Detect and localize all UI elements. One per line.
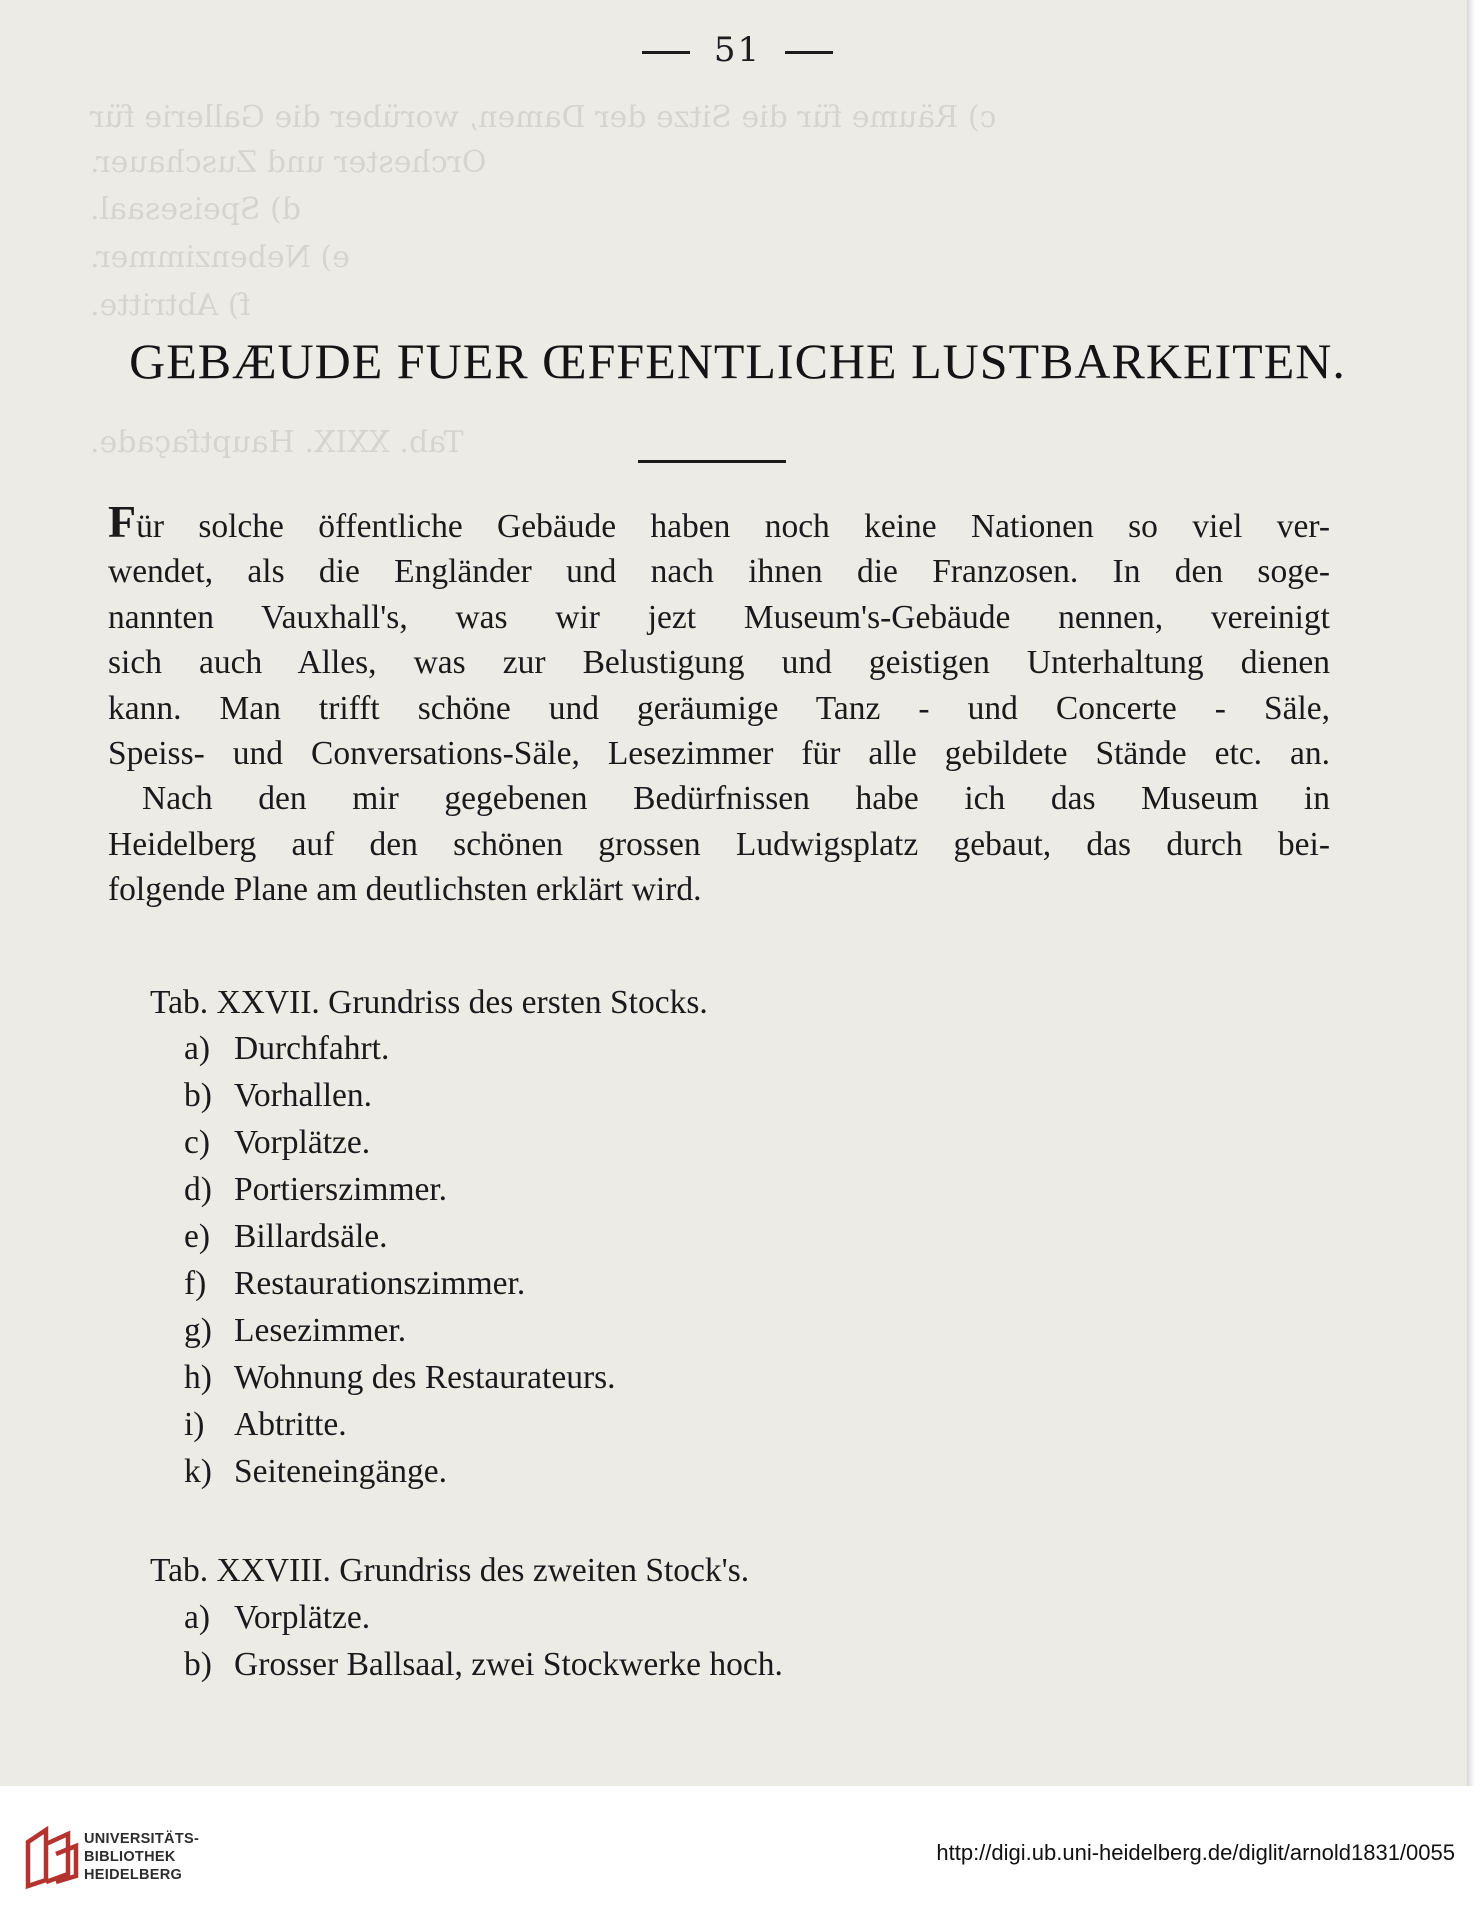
list-marker: a) [184,1030,211,1067]
list-item-text: Abtritte. [234,1406,347,1443]
paragraph-line: Heidelberg auf den schönen grossen Ludwigsplatz gebaut, das durch bei- [108,825,1330,863]
library-name-line: UNIVERSITÄTS- [84,1831,200,1847]
list-item [184,1265,525,1303]
list-marker: i) [184,1406,205,1443]
list-item [184,1030,389,1068]
list-item-text: Vorhallen. [234,1077,373,1114]
page-number-value: 51 [713,30,762,70]
list-item-text: Grosser Ballsaal, zwei Stockwerke hoch. [234,1646,783,1683]
list-item [184,1453,447,1491]
page-number [0,30,1475,70]
tab27-title: Tab. XXVII. Grundriss des ersten Stocks. [150,984,708,1021]
heading-rule [638,460,786,463]
list-item-text: Vorplätze. [234,1599,371,1636]
list-item-text: Seiteneingänge. [234,1453,448,1490]
bleed-through-text: Tab. XXIX. Hauptfaçade. [90,425,464,460]
list-marker: b) [184,1077,212,1114]
list-marker: g) [184,1312,212,1349]
tab28-title: Tab. XXVIII. Grundriss des zweiten Stock's. [150,1552,750,1589]
library-name-line: BIBLIOTHEK [84,1849,176,1865]
list-item [184,1171,447,1209]
list-item [184,1406,347,1444]
list-item [184,1077,372,1115]
drop-initial: F [108,496,137,547]
library-name [84,1830,199,1884]
bleed-through-text: Orchester und Zuschauer. [90,145,487,180]
paragraph-line: Nach den mir gegebenen Bedürfnissen habe ich das Museum in [142,780,1330,818]
list-item-text: Billardsäle. [234,1218,388,1255]
library-name-line: HEIDELBERG [84,1867,183,1883]
list-item [184,1359,616,1397]
section-heading: GEBÆUDE FUER ŒFFENTLICHE LUSTBARKEITEN. [129,333,1346,389]
bleed-through-text: e) Nebenzimmer. [90,240,350,275]
permalink-url[interactable]: http://digi.ub.uni-heidelberg.de/diglit/arnold1831/0055 [936,1840,1455,1865]
paragraph-line: kann. Man trifft schöne und geräumige Tanz - und Concerte - Säle, [108,689,1330,727]
list-marker: a) [184,1599,211,1636]
paragraph-line: wendet, als die Engländer und nach ihnen die Franzosen. In den soge- [108,553,1330,591]
page-number-dash [785,51,833,54]
list-item [184,1124,370,1162]
page-number-dash [642,51,690,54]
university-library-logo-icon[interactable] [22,1824,82,1890]
list-item-text: Wohnung des Restaurateurs. [234,1359,616,1396]
paragraph-line: ür solche öffentliche Gebäude haben noch keine Nationen so viel ver- [136,508,1330,545]
page-edge-shadow [1467,0,1475,1786]
list-item [184,1218,388,1256]
list-item-text: Lesezimmer. [234,1312,407,1349]
list-marker: h) [184,1359,212,1396]
paragraph-line: nannten Vauxhall's, was wir jezt Museum's-Gebäude nennen, vereinigt [108,598,1330,636]
list-marker: f) [184,1265,207,1302]
list-item [184,1646,783,1684]
list-item-text: Durchfahrt. [234,1030,390,1067]
list-item [184,1312,406,1350]
list-marker: c) [184,1124,211,1161]
list-item [184,1599,370,1637]
list-marker: k) [184,1453,212,1490]
list-marker: b) [184,1646,212,1683]
list-marker: d) [184,1171,212,1208]
list-item-text: Restaurationszimmer. [234,1265,526,1302]
bleed-through-text: c) Räume für die Sitze der Damen, worüber die Gallerie für [90,100,997,135]
bleed-through-text: d) Speisesaal. [90,192,301,227]
library-footer [0,1786,1483,1929]
list-item-text: Vorplätze. [234,1124,371,1161]
paragraph-line: Speiss- und Conversations-Säle, Lesezimmer für alle gebildete Stände etc. an. [108,735,1330,773]
bleed-through-text: f) Abtritte. [90,288,251,323]
paragraph-line: folgende Plane am deutlichsten erklärt wird. [108,871,702,909]
paragraph-line: sich auch Alles, was zur Belustigung und geistigen Unterhaltung dienen [108,644,1330,682]
list-marker: e) [184,1218,211,1255]
intro-paragraph [108,496,1330,913]
list-item-text: Portierszimmer. [234,1171,448,1208]
